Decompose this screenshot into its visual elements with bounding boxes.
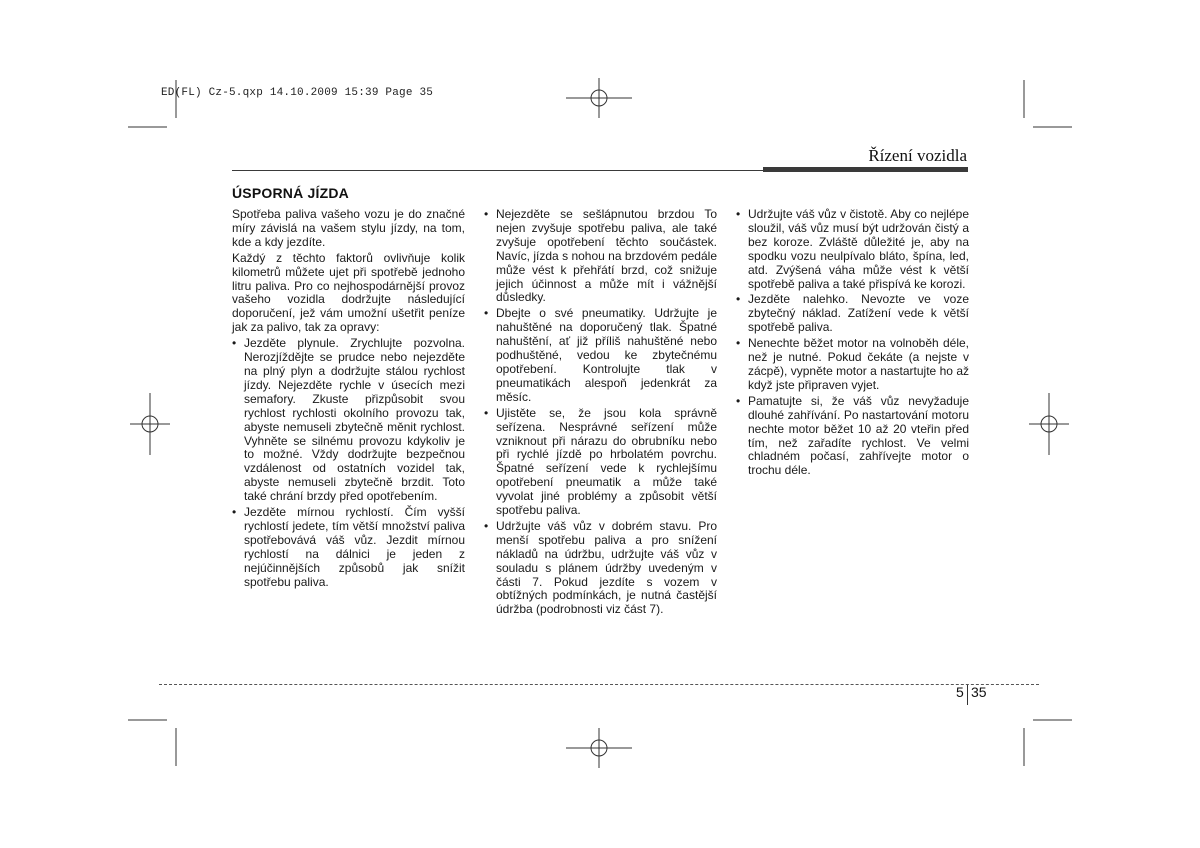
page-number-separator <box>967 685 968 705</box>
chapter-number: 5 <box>956 684 964 700</box>
list-item-text: Pamatujte si, že váš vůz nevyžaduje dlouhé zahřívání. Po nastartování motoru nechte motor běžet 10 až 20 vteřin před tím, než zařadíte rychlost. Ve velmi chladném počasí, zahřívejte motor o trochu déle. <box>748 393 969 478</box>
list-item-text: Dbejte o své pneumatiky. Udržujte je nahuštěné na doporučený tlak. Špatné nahuštění, ať již příliš nahuštěné nebo podhuštěné, vedou ke zbytečnému opotřebení. Kontrolujte tlak v pneumatikách alespoň jedenkrát za měsíc. <box>496 306 717 404</box>
list-item-text: Ujistěte se, že jsou kola správně seřízena. Nesprávné seřízení může vzniknout při nárazu do obrubníku nebo při rychlé jízdě po hrbolatém povrchu. Špatné seřízení vede k rychlejšímu opotřebení pneumatik a může také vyvolat jiné problémy a způsobit větší spotřebu paliva. <box>496 405 717 518</box>
bullet-icon: • <box>484 405 489 420</box>
list-item-text: Udržujte váš vůz v čistotě. Aby co nejlépe sloužil, váš vůz musí být udržován čistý a bez koroze. Zvláště důležité je, aby na spodku vozu neulpívalo bláto, špína, led, atd. Zvýšená váha může vést k větší spotřebě paliva a také přispívá ke korozi. <box>748 207 969 291</box>
registration-mark-left <box>130 393 170 455</box>
bullet-list <box>232 337 465 589</box>
bullet-icon: • <box>484 207 489 221</box>
bullet-icon: • <box>736 207 741 221</box>
list-item-text: Nenechte běžet motor na volnoběh déle, než je nutné. Pokud čekáte (a nejste v zácpě), vypněte motor a nastartujte ho až když jste připraven vyjet. <box>748 336 969 392</box>
print-slug-line: ED(FL) Cz-5.qxp 14.10.2009 15:39 Page 35 <box>161 87 434 99</box>
list-item <box>232 506 465 589</box>
bullet-list <box>484 208 717 617</box>
list-item <box>736 395 969 478</box>
bullet-list <box>736 208 969 478</box>
registration-mark-bottom <box>566 728 632 768</box>
registration-mark-right <box>1029 393 1069 455</box>
list-item-text: Jezděte mírnou rychlostí. Čím vyšší rychlostí jedete, tím větší množství paliva spotřebovává váš vůz. Jezdit mírnou rychlostí na dálnici je jeden z nejúčinnějších způsobů jak snížit spotřebu paliva. <box>244 505 465 589</box>
page-heading: ÚSPORNÁ JÍZDA <box>232 185 349 201</box>
list-item <box>232 337 465 504</box>
bullet-icon: • <box>484 518 489 533</box>
page-number: 35 <box>971 684 987 700</box>
list-item <box>484 307 717 404</box>
list-item <box>484 208 717 305</box>
header-bar <box>763 167 968 172</box>
text-column-3 <box>736 208 969 480</box>
bullet-icon: • <box>736 336 741 351</box>
list-item <box>484 520 717 617</box>
text-column-1 <box>232 208 465 591</box>
list-item-text: Udržujte váš vůz v dobrém stavu. Pro menší spotřebu paliva a pro snížení nákladů na údržbu, udržujte váš vůz v souladu s plánem údržby uvedeným v části 7. Pokud jezdíte s vozem v obtížných podmínkách, je nutná častější údržba (podrobnosti viz část 7). <box>496 518 717 617</box>
registration-mark-top <box>566 78 632 118</box>
list-item-text: Jezděte plynule. Zrychlujte pozvolna. Nerozjíždějte se prudce nebo nejezděte na plný plyn a dodržujte stálou rychlost jízdy. Nejezděte rychle v úsecích mezi semafory. Zkuste přizpůsobit svou rychlost rychlosti okolního provozu tak, abyste nemuseli zbytečně měnit rychlost. Vyhněte se silnému provozu kdykoliv je to možné. Vždy dodržujte bezpečnou vzdálenost od ostatních vozidel tak, abyste nemuseli zbytečně brzdit. Toto také chrání brzdy před opotřebením. <box>244 336 465 504</box>
bullet-icon: • <box>232 505 237 520</box>
bullet-icon: • <box>232 336 237 351</box>
text-column-2 <box>484 208 717 619</box>
list-item-text: Jezděte nalehko. Nevozte ve voze zbytečný náklad. Zatížení vede k větší spotřebě paliva. <box>748 292 969 335</box>
bullet-icon: • <box>484 306 489 321</box>
paragraph: Každý z těchto faktorů ovlivňuje kolik kilometrů můžete ujet při spotřebě jednoho litru paliva. Pro co nejhospodárnější provoz vašeho vozidla dodržujte následující doporučení, jež vám umožní ušetřit peníze jak za palivo, tak za opravy: <box>232 250 465 335</box>
footer-dashed-rule <box>159 684 1039 685</box>
list-item <box>736 337 969 393</box>
paragraph: Spotřeba paliva vašeho vozu je do značné míry závislá na vašem stylu jízdy, na tom, kde a kdy jezdíte. <box>232 207 465 249</box>
bullet-icon: • <box>736 393 741 408</box>
section-title: Řízení vozidla <box>868 146 967 165</box>
bullet-icon: • <box>736 292 741 307</box>
list-item <box>484 407 717 518</box>
list-item <box>736 208 969 291</box>
list-item-text: Nejezděte se sešlápnutou brzdou To nejen zvyšuje spotřebu paliva, ale také zvyšuje opotřebení těchto součástek. Navíc, jízda s nohou na brzdovém pedále může vést k přehřátí brzd, což snižuje jejich účinnost a může mít i vážnější důsledky. <box>496 207 717 305</box>
list-item <box>736 293 969 335</box>
